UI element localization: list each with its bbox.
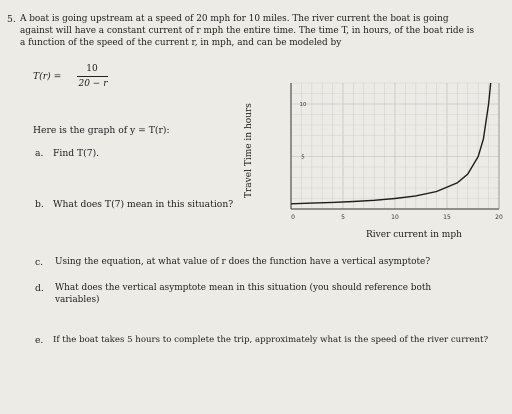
y-tick-label: 10 (299, 102, 307, 108)
part-c-letter: c. (35, 257, 44, 268)
x-tick-label: 5 (341, 214, 345, 221)
intro-line-1: A boat is going upstream at a speed of 20 mph for 10 miles. The river current the boat is going (20, 14, 449, 24)
part-a-text: Find T(7). (53, 148, 100, 159)
x-tick-label: 15 (443, 214, 451, 221)
y-tick-label: 5 (301, 154, 305, 161)
formula-fraction-bar (77, 76, 108, 77)
function-graph (281, 79, 511, 226)
problem-number: 5. (7, 14, 16, 25)
part-c-text: Using the equation, at what value of r does the function have a vertical asymptote? (55, 257, 431, 267)
part-b-text: What does T(7) mean in this situation? (53, 199, 234, 210)
x-axis-label: River current in mph (366, 230, 462, 240)
part-b-letter: b. (35, 199, 44, 210)
intro-line-3: a function of the speed of the current r, in mph, and can be modeled by (20, 38, 342, 48)
formula-lhs: T(r) = (33, 71, 62, 82)
part-e-text: If the boat takes 5 hours to complete the trip, approximately what is the speed of the river current? (53, 335, 489, 345)
part-d-text: What does the vertical asymptote mean in this situation (you should reference both (55, 283, 432, 293)
part-a-letter: a. (35, 148, 44, 159)
intro-line-2: against will have a constant current of r mph the entire time. The time T, in hours, of the boat ride is (20, 26, 475, 36)
graph-intro-text: Here is the graph of y = T(r): (33, 125, 170, 136)
part-d-letter: d. (35, 283, 44, 294)
grid-lines (291, 83, 499, 209)
x-tick-label: 20 (495, 214, 503, 221)
part-d-text-continued: variables) (55, 295, 100, 305)
part-e-letter: e. (35, 335, 44, 346)
y-axis-label: Travel Time in hours (244, 103, 254, 198)
x-tick-label: 10 (391, 214, 399, 221)
function-curve (291, 83, 491, 204)
formula-denominator: 20 − r (78, 79, 108, 89)
x-tick-label: 0 (291, 214, 295, 221)
formula-numerator: 10 (86, 64, 98, 74)
